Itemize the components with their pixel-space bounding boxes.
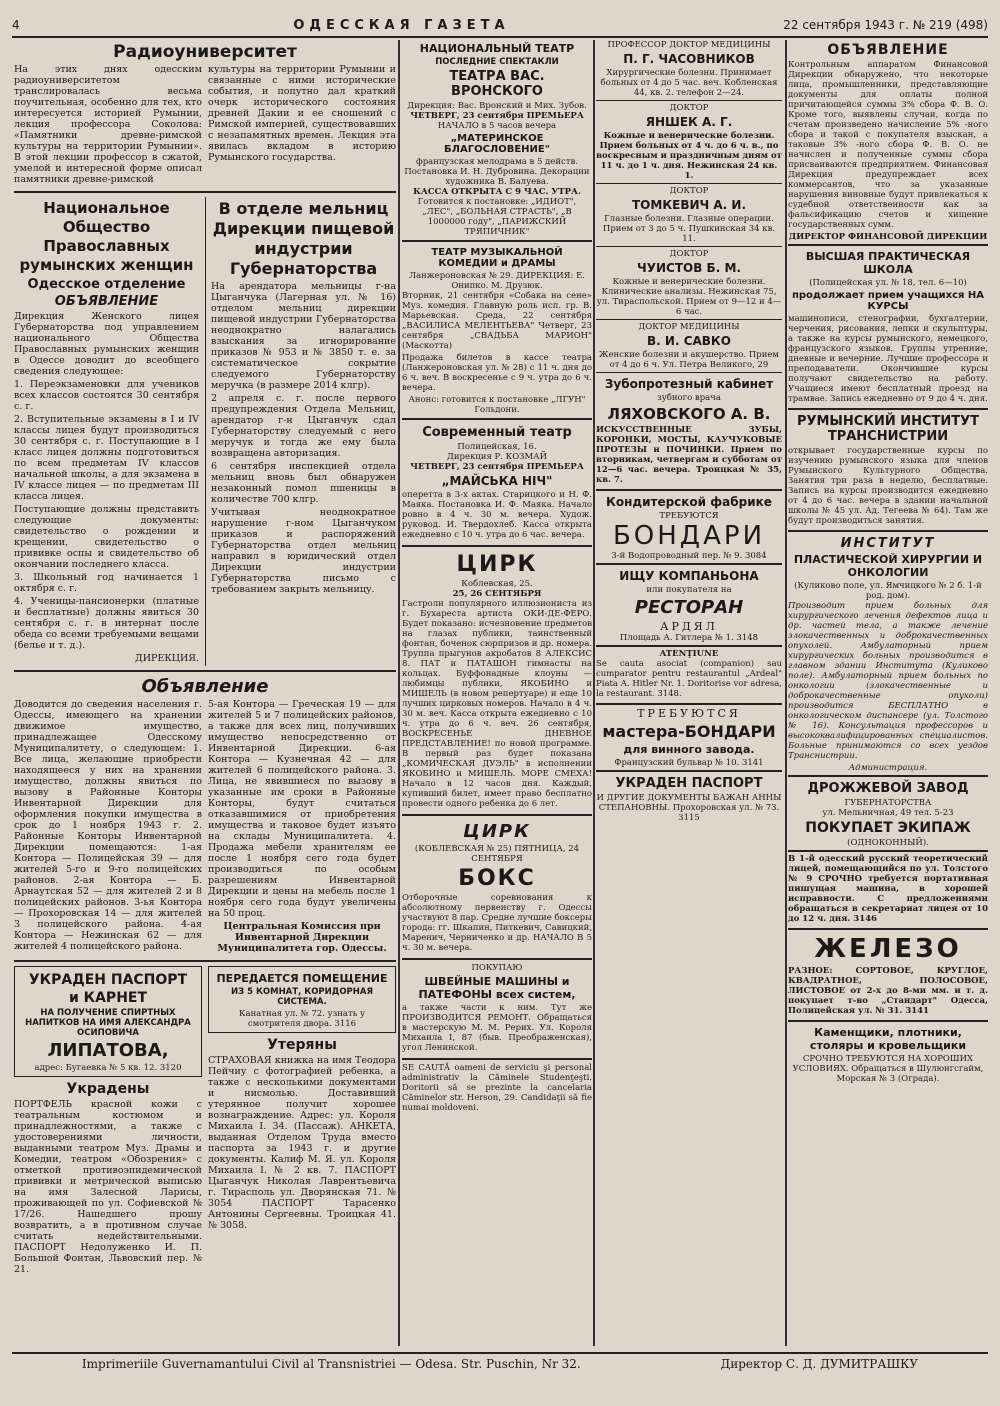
society-p1: Дирекция Женского лицея Губернаторства под управлением национального Общества Православных румынских женщин в Одессе доводит до всеобщего сведения следующее:	[14, 311, 199, 377]
fin-sign: ДИРЕКТОР ФИНАНСОВОЙ ДИРЕКЦИИ	[788, 232, 988, 242]
sov-dir: Дирекция Р. КОЗМАЙ	[446, 452, 548, 462]
radio-article	[14, 64, 396, 187]
comp-title: ИЩУ КОМПАНЬОНА	[619, 569, 759, 583]
column-1	[14, 40, 396, 1277]
dr1-name: П. Г. ЧАСОВНИКОВ	[623, 52, 755, 66]
stolen-line2: и КАРНЕТ	[68, 990, 148, 1006]
dr3-title: ДОКТОР	[669, 186, 709, 196]
box-text: Отборочные соревнования к абсолютному первенству г. Одессы участвуют 8 пар. Средне лучшие боксеры города: гг. Шкапин, Питкевич, Савицкий, Маренич, Черниченко и др. НАЧАЛО В 5 ч. 30 м. вечера.	[402, 893, 592, 953]
school-sub: продолжает прием учащихся НА КУРСЫ	[791, 290, 985, 312]
rom-text: открывает государственные курсы по изучению румынского языка для членов Румынского Культурного Общества. Занятия три раза в неделю, бесплатные. Запись на курсы производится ежедневно от 4 до 6 час. вечера в здании начальной школы № 45 ул. Ад. Тегеева № 64). Там же будут производиться занятия.	[788, 446, 988, 526]
stolen-line3: НА ПОЛУЧЕНИЕ СПИРТНЫХ НАПИТКОВ НА ИМЯ АЛЕКСАНДРА ОСИПОВИЧА	[25, 1008, 191, 1038]
uteryany-title: Утеряны	[267, 1037, 337, 1053]
sov-title: Современный театр	[422, 425, 572, 440]
stolen-line4: ЛИПАТОВА,	[47, 1040, 169, 1061]
plast-text: Производит прием больных для хирургического лечения дефектов лица и др. частей тела, а также лечение злокачественных и доброкачественных опухолей. Амбулаторный прием хирургических больных производится в главном здании Института (Куликово поле). Амбулаторный прием больных по онкологии (злокачественные и доброкачественные опухоли) производится БЕСПЛАТНО в онкологическом диспансере (ул. Толстого № 16). Консультация профессоров и высококвалифицированных специалистов. Больные принимаются со всех уездов Транснистрии.	[788, 601, 988, 761]
room-addr: Канатная ул. № 72. узнать у смотрителя двора. 3116	[238, 1009, 366, 1029]
iron-title: ЖЕЛЕЗО	[814, 934, 962, 964]
doctor-ad-4	[596, 247, 782, 320]
nat-title: НАЦИОНАЛЬНЫЙ ТЕАТР	[419, 42, 575, 55]
room-text: ИЗ 5 КОМНАТ, КОРИДОРНАЯ СИСТЕМА.	[230, 987, 374, 1007]
mill-p2: 2 апреля с. г. после первого предупреждения Отдела Мельниц, арендатор г-н Цыганчук сдал Губернаторству следуемый с него меручук и тогда же ему была возвращена авторизация.	[211, 393, 396, 459]
fin-title: ОБЪЯВЛЕНИЕ	[827, 42, 949, 58]
column-rule	[785, 40, 787, 1346]
req-title: ТРЕБУЮТСЯ	[637, 707, 741, 720]
announcement-sign: Центральная Комиссия при Инвентарной Дирекции Муниципалитета гор. Одессы.	[217, 921, 387, 954]
muz-prog: Вторник, 21 сентября «Собака на сене» Муз. комедия. Главную роль исп. гр. В. Марьевская. Среда, 22 сентября „ВАСИЛИСА МЕЛЕНТЬЕВА" Четверг, 23 сентября „СВАДЬБА МАРИОН" (Маскотта)	[402, 291, 592, 351]
nat-name: ТЕАТРА ВАС. ВРОНСКОГО	[449, 69, 545, 99]
sov-date: ЧЕТВЕРГ, 23 сентября ПРЕМЬЕРА	[410, 462, 584, 472]
column-3	[596, 40, 782, 825]
imprint-footer	[12, 1352, 988, 1371]
issue-date: 22 сентября 1943 г. № 219 (498)	[783, 18, 988, 32]
dr3-name: ТОМКЕВИЧ А. И.	[631, 198, 747, 212]
plast-name: ПЛАСТИЧЕСКОЙ ХИРУРГИИ И ОНКОЛОГИИ	[793, 553, 983, 579]
society-p2: 1. Переэкзаменовки для учеников всех классов состоятся 30 сентября с. г.	[14, 379, 199, 412]
circus-box-ad	[402, 816, 592, 960]
plast-sign: Администрация.	[848, 763, 928, 773]
society-sub2: ОБЪЯВЛЕНИЕ	[54, 294, 159, 309]
cond-title: Кондитерской фабрике	[606, 495, 772, 509]
circ-addr: Коблевская, 25.	[461, 579, 533, 589]
sew-title: ПОКУПАЮ	[471, 963, 523, 973]
kradeny-title: Украдены	[66, 1081, 150, 1097]
school-addr: (Полицейская ул. № 18, тел. 6—10)	[809, 278, 967, 288]
muz-box: Продажа билетов в кассе театра (Ланжероновская ул. № 28) с 11 ч. дня до 6 ч. веч. В воскресенье с 9 ч. утра до 6 ч. вечера.	[402, 353, 592, 393]
yeast-note: (ОДНОКОННЫЙ).	[847, 838, 929, 848]
circus-ad	[402, 547, 592, 816]
stolen-line5: адрес: Бугаевка № 5 кв. 12. 3120	[34, 1063, 182, 1073]
stolen-passport-ad	[14, 966, 202, 1077]
modern-theatre-ad	[402, 420, 592, 547]
muz-addr: Ланжероновская № 29. ДИРЕКЦИЯ: Е. Онипко. М. Друзюк.	[409, 271, 585, 291]
sov-play: „МАЙСЬКА НIЧ"	[441, 474, 553, 488]
yeast-big: ПОКУПАЕТ ЭКИПАЖ	[805, 820, 971, 836]
pass-text: И ДРУГИЕ ДОКУМЕНТЫ БАЖАН АННЫ СТЕПАНОВНЫ. Прохоровская ул. № 73. 3115	[596, 793, 782, 823]
comp-big: РЕСТОРАН	[634, 597, 744, 618]
dr1-title: ПРОФЕССОР ДОКТОР МЕДИЦИНЫ	[607, 40, 771, 50]
circ2-title: ЦИРК	[463, 821, 531, 842]
dr5-title: ДОКТОР МЕДИЦИНЫ	[638, 322, 740, 332]
radio-text-left: На этих днях одесским радиоуниверситетом транслировалась весьма поучительная, особенно для тех, кто интересуется историей Румынии, лекция профессора Соколова: «Памятники древне-римской культуры на территории Румынии». В этой лекции профессор в сжатой, умелой и интересной форме описал памятники древне-римской	[14, 64, 202, 185]
yeast-title: ДРОЖЖЕВОЙ ЗАВОД	[807, 781, 969, 796]
society-p3: 2. Вступительные экзамены в I и IV классы лицея будут производиться 30 сентября с. г. Поступающие в I класс лицея должны подготовиться по всем предметам IV классов начальной школы, а для экзамена в IV классе лицея — по предметам III класса лицея.	[14, 414, 199, 502]
column-rule	[593, 40, 595, 1346]
doctor-ad-3	[596, 184, 782, 247]
society-sign: ДИРЕКЦИЯ.	[135, 653, 199, 664]
dr3-text: Глазные болезни. Глазные операции. Прием от 3 до 5 ч. Пушкинская 34 кв. 11.	[602, 214, 776, 244]
column-2	[402, 40, 592, 1115]
society-title: Национальное Общество Православных румынских женщин	[19, 199, 194, 274]
pass-title: УКРАДЕН ПАСПОРТ	[615, 776, 763, 791]
society-p6: 4. Ученицы-пансионерки (платные и бесплатные) должны явиться 30 сентября с. г. в интернат после обеда со всеми требуемыми вещами (белье и т. д.).	[14, 596, 199, 651]
dr5-name: В. И. САВКО	[647, 334, 731, 348]
divider	[14, 670, 396, 672]
divider	[14, 191, 396, 193]
box-title: БОКС	[458, 866, 536, 891]
cond-sub: ТРЕБУЮТСЯ	[659, 511, 719, 521]
radio-title: Радиоуниверситет	[113, 42, 297, 62]
req-sub: для винного завода.	[623, 743, 755, 756]
comp-name: АРДЯЛ	[660, 620, 718, 633]
iron-ad	[788, 930, 988, 1022]
confectionery-ad	[596, 491, 782, 565]
nat-date: ЧЕТВЕРГ, 23 сентября ПРЕМЬЕРА	[410, 111, 584, 121]
dr2-name: ЯНШЕК А. Г.	[645, 115, 733, 129]
sov-desc: оперетта в 3-х актах. Старицкого и Н. Ф. Маяка. Постановка И. Ф. Маяка. Начало ровно в 4 ч. 30 м. вечера. Худож. руковод. И. Твердохлеб. Касса открыта ежедневно с 10 ч. утра до 6 час. вечера.	[402, 490, 592, 540]
coopers-ad	[596, 705, 782, 772]
romanian-institute-ad	[788, 410, 988, 532]
rom-title: РУМЫНСКИЙ ИНСТИТУТ ТРАНСНИСТРИИ	[796, 414, 980, 444]
column-4	[788, 40, 988, 1086]
society-p5: 3. Школьный год начинается 1 октября с. г.	[14, 572, 199, 594]
cond-big: БОНДАРИ	[612, 521, 766, 551]
announcement	[14, 699, 396, 956]
dent-title: Зубопротезный кабинет	[604, 377, 774, 391]
comp-sub: или покупателя на	[646, 585, 732, 595]
atentiune-ad	[596, 647, 782, 705]
dr2-title: ДОКТОР	[669, 103, 709, 113]
lyceum-ad	[788, 852, 988, 930]
divider	[14, 960, 396, 962]
masthead	[12, 14, 988, 38]
imprint-right: Директор С. Д. ДУМИТРАШКУ	[720, 1357, 919, 1371]
aten-text: Se cauta asociat (companion) sau cumparator pentru restaurantul „Ardeal" Piata A. Hitler Nr. 1. Doritorise vor adresa, la restaurant. 3148.	[596, 659, 782, 699]
nat-desc: французская мелодрама в 5 действ. Постановка И. Н. Дубровина. Декорации художника В. Балуева.	[404, 157, 590, 187]
workers-ad	[788, 1022, 988, 1086]
circ-dates: 25, 26 СЕНТЯБРЯ	[452, 589, 542, 599]
mill-p1: На арендатора мельницы г-на Цыганчука (Лагерная ул. № 16) отделом мельниц дирекции пищевой индустрии Губернаторства неоднократно налагались взыскания за игнорирование приказов № 953 и № 3850 т. е. за систематическое сокрытие следуемого Губернаторству меручка (в размере 2014 клгр).	[211, 281, 396, 391]
nat-start: НАЧАЛО в 5 часов вечера	[437, 121, 557, 131]
plast-title: ИНСТИТУТ	[840, 536, 936, 551]
dr2-text: Кожные и венерические болезни. Прием больных от 4 ч. до 6 ч. в., по воскресным и праздничным дням от 11 ч. до 1 ч. дня. Нежинская 24 кв. 1.	[596, 131, 782, 181]
doctor-ad-1	[596, 40, 782, 101]
nat-play: „МАТЕРИНСКОЕ БЛАГОСЛОВЕНИЕ"	[444, 133, 550, 155]
column-rule	[398, 40, 400, 1346]
school-ad	[788, 246, 988, 410]
sewing-ad	[402, 960, 592, 1060]
dr1-text: Хирургические болезни. Принимает больных от 4 до 5 час. веч. Кобленская 44, кв. 2. телефон 2—24.	[600, 68, 778, 98]
muz-next: Анонс: готовится к постановке „ЛГУН" Гольдони.	[408, 395, 586, 415]
page-number: 4	[12, 18, 20, 32]
newspaper-title: ОДЕССКАЯ ГАЗЕТА	[293, 17, 510, 33]
nat-box: КАССА ОТКРЫТА С 9 ЧАС. УТРА.	[413, 187, 581, 197]
society-p4: Поступающие должны представить следующие документы: свидетельство о рождении и крещении, свидетельство о прививке оспы и свидетельство об окончании последнего класса.	[14, 504, 199, 570]
muz-title: ТЕАТР МУЗЫКАЛЬНОЙ КОМЕДИИ и ДРАМЫ	[431, 247, 563, 269]
caut-text: SE CAUTĂ oameni de serviciu şi personal administrativ la Căminele Studenţeşti. Doritorii să se prezinte la cancelaria Căminelor str. Herson, 29. Candidaţii să fie numai moldoveni.	[402, 1063, 592, 1113]
plast-addr: (Куликово поле, ул. Ямчицкого № 2 б. 1-й род. дом).	[794, 581, 982, 601]
circ-title: ЦИРК	[456, 552, 538, 577]
dentist-ad	[596, 373, 782, 491]
finance-ad	[788, 42, 988, 246]
lyc-text: В 1-й одесский русский теоретический лицей, помещающийся по ул. Толстого № 9 СРОЧНО требуется портативная пишущая машина, в хорошей исправности. С предложениями обращаться в секретариат лицея от 10 до 12 ч. дня. 3146	[788, 854, 988, 924]
iron-text: РАЗНОЕ: СОРТОВОЕ, КРУГЛОЕ, КВАДРАТНОЕ, ПОЛОСОВОЕ, ЛИСТОВОЕ от 2-х до 8-ми мм. и т. д. покупает т-во „Стандарт" Одесса, Полицейская ул. № 31. 3141	[788, 966, 988, 1016]
national-theatre-ad	[402, 42, 592, 242]
kradeny-text: ПОРТФЕЛЬ красной кожи с театральным костюмом и принадлежностями, а также с удостоверениями личности, выданными театром Муз. Драмы и Комедии, театром «Обозрения» с отметкой противоэпидемической прививки и метрической выписью на имя Залесной Ларисы, проживающей по ул. Софиевской № 17/26. Нашедшего прошу возвратить, а в противном случае считать недействительными. ПАСПОРТ Недолуженко И. П. Большой Фонтан, Львовский пер. № 21.	[14, 1099, 202, 1275]
comp-addr: Площадь А. Гитлера № 1. 3148	[619, 633, 759, 643]
plastic-surgery-ad	[788, 532, 988, 777]
mill-p3: 6 сентября инспекцией отдела мельниц вновь был обнаружен незаконный помол пшеницы в количестве 700 клгр.	[211, 461, 396, 505]
cond-addr: 3-й Водопроводный пер. № 9. 3084	[611, 551, 767, 561]
yeast-sub: ГУБЕРНАТОРСТВА	[844, 798, 932, 808]
society-sub: Одесское отделение	[27, 277, 186, 292]
doctor-ad-2	[596, 101, 782, 184]
society-article	[14, 197, 199, 666]
req-addr: Французский бульвар № 10. 3141	[614, 758, 764, 768]
room-ad	[208, 966, 396, 1033]
announcement-title: Объявление	[141, 676, 269, 697]
fin-text: Контрольным аппаратом Финансовой Дирекции обнаружено, что некоторые лица, промышленники, представляющие документы для оплаты полной причитающейся суммы 3% сбора Ф. В. О. Кроме того, выявлены случаи, когда по счетам произведено начисление 5% -ного сбора и такой с покупателя взыскан, а таковые 3% -ного сбора Ф. В. О. не начислен и полученные суммы сбора присваиваются предприятием. Финансовая Дирекция предупреждает всех коммерсантов, что за указанные нарушения виновные будут привлекаться к судебной ответственности как за фальсификацию счетов и хищение государственных сумм.	[788, 60, 988, 230]
sew-text: а также части к ним. Тут же ПРОИЗВОДИТСЯ РЕМОНТ. Обращаться в мастерскую М. М. Рерих. Ул. Короля Михаила I, 87 (быв. Преображенская), угол Ленинской.	[402, 1003, 592, 1053]
yeast-addr: ул. Мельничная, 49 тел. 5-23	[822, 808, 954, 818]
musical-theatre-ad	[402, 242, 592, 420]
school-title: ВЫСШАЯ ПРАКТИЧЕСКАЯ ШКОЛА	[805, 250, 971, 276]
stolen-passport-ad-2	[596, 772, 782, 825]
room-title: ПЕРЕДАЕТСЯ ПОМЕЩЕНИЕ	[216, 972, 388, 985]
nat-dir: Дирекция: Вас. Вронский и Мих. Зубов.	[407, 101, 587, 111]
dent-name: ЛЯХОВСКОГО А. В.	[607, 405, 771, 423]
announcement-left: Доводится до сведения населения г. Одессы, имеющего на хранении движимое имущество, принадлежащее Одесскому Муниципалитету, о следующем: 1. Все лица, желающие приобрести находящееся у них на хранении имущество, должны явиться по вызову в Районные Конторы Инвентарной Дирекции для оформления покупки имущества в срок до 1 ноября 1943 г. 2. Районные Конторы Инвентарной Дирекции помещаются: 1-ая Контора — Полицейская 39 — для жителей 5-го и 9-го полицейских районов. 2-ая Контора — Б. Арнаутская 52 — для жителей 2 и 8 полицейских районов. 3-ья Контора — Прохоровская 14 — для жителей 3 полицейского района. 4-ая Контора — Нежинская 62 — для жителей 4 полицейского района.	[14, 699, 202, 952]
stolen-line1: УКРАДЕН ПАСПОРТ	[28, 972, 188, 988]
dr4-name: ЧУИСТОВ Б. М.	[637, 261, 741, 275]
req-big: мастера-БОНДАРИ	[602, 722, 776, 741]
work-text: СРОЧНО ТРЕБУЮТСЯ НА ХОРОШИХ УСЛОВИЯХ. Обращаться в Шулюнгсгайм, Морская № 3 (Ограда).	[792, 1054, 984, 1084]
circ2-addr: (КОБЛЕВСКАЯ № 25) ПЯТНИЦА, 24 СЕНТЯБРЯ	[414, 844, 580, 864]
dent-text: ИСКУССТВЕННЫЕ ЗУБЫ, КОРОНКИ, МОСТЫ, КАУЧУКОВЫЕ ПРОТЕЗЫ и ПОЧИНКИ. Прием по вторникам, четвергам и субботам от 12—6 час. вечера. Троицкая № 35, кв. 7.	[596, 425, 782, 485]
aten-title: ATENŢIUNE	[659, 649, 719, 659]
dr4-title: ДОКТОР	[669, 249, 709, 259]
nat-next: Готовится к постановке: „ИДИОТ", „ЛЕС", „БОЛЬНАЯ СТРАСТЬ", „В 1000000 году", „ПАРИЖСКИЙ ТРЯПИЧНИК"	[417, 197, 577, 237]
sew-name: ШВЕЙНЫЕ МАШИНЫ и ПАТЕФОНЫ всех систем,	[418, 975, 576, 1001]
uteryany-text: СТРАХОВАЯ книжка на имя Теодора Пейчиу с фотографией ребенка, а также с несколькими документами и нисмолью. Доставивший утерянное получит хорошее вознаграждение. Адрес: ул. Короля Михаила I. 34. (Пассаж). АНКЕТА, выданная Отделом Труда вместо паспорта за 1943 г. и другие документы. Калиф М. Я. ул. Короля Михаила I. № 2 кв. 7. ПАСПОРТ Цыганчук Николая Лаврентьевича г. Тирасполь ул. Дворянская 71. № 3054 ПАСПОРТ Тарасенко Антонины Сергеевны. Троицкая 41. № 3058.	[208, 1055, 396, 1231]
mill-title: В отделе мельниц Дирекции пищевой индустрии Губернаторства	[212, 199, 395, 278]
dr4-text: Кожные и венерические болезни. Клинические анализы. Нежинская 75, ул. Тираспольской. Прием от 9—12 и 4—6 час.	[596, 277, 782, 317]
nat-sub: ПОСЛЕДНИЕ СПЕКТАКЛИ	[435, 57, 559, 67]
imprint-left: Imprimeriile Guvernamantului Civil al Transnistriei — Odesa. Str. Puschin, Nr 32.	[81, 1357, 581, 1371]
dr5-text: Женские болезни и акушерство. Прием от 4 до 6 ч. Ул. Петра Великого, 29	[598, 350, 780, 370]
radio-text-right: культуры на территории Румынии и связанные с ними исторические события, и попутно дал краткий очерк исторического состояния древней Дакии и ее сношений с Римской империей, существовавших с незапамятных времен. Лекция эта явилась вкладом в историю Румынского государства.	[208, 64, 396, 163]
mill-article	[205, 197, 396, 666]
school-text: машинописи, стенографии, бухгалтерии, черчения, рисования, лепки и скульптуры, а также на курсы румынского, немецкого, французского языков. Группы утренние, дневные и вечерние. Лучшие профессора и преподаватели. Окончившие курсы получают свидетельство на работу. Учащиеся имеют бесплатный проезд на трамвае. Запись ежедневно от 9 до 4 ч. дня.	[788, 314, 988, 404]
dent-sub: зубного врача	[657, 393, 721, 403]
yeast-factory-ad	[788, 777, 988, 852]
circ-text: Гастроли популярного иллюзиониста из г. Бухареста артиста ОКИ-ДЕ-ФЕРО. Будет показано: исчезновение предметов на глазах публики, таинственный фонтан, боченок сюрпризов и др. номера. Труппа прыгунов акробатов 8 АЛЕКСИС 8. ПАТ и ПАТАШОН гимнасты на кольцах. Буффонадные клоуны — любимцы публики, ЯКОБИНО и МИШЕЛЬ (в новом репертуаре) и еще 10 лучших цирковых номеров. Начало в 4 ч. 30 м. веч. Касса открыта ежедневно с 10 ч. утра до 6 ч. веч. 26 сентября, ВОСКРЕСЕНЬЕ ДНЕВНОЕ ПРЕДСТАВЛЕНИЕ! по новой программе. В первый раз будет показана „КОМИЧЕСКАЯ ДУЭЛЬ" в исполнении ЯКОБИНО и МИШЕЛЬ. МОРЕ СМЕХА! Начало в 12 часов дня. Каждый, купивший билет, имеет право бесплатно провести одного ребенка до 6 лет.	[402, 599, 592, 809]
announcement-right: 5-ая Контора — Греческая 19 — для жителей 5 и 7 полицейских районов, а также для всех лиц, получивших имущество непосредственно от Инвентарной Дирекции. 6-ая Контора — Кузнечная 42 — для жителей 6 полицейского района. 3. Лица, не явившиеся по вызову в указанные им сроки в Районные Конторы, будут считаться отказавшимися от приобретения имущества и таковое будет изъято на склады Муниципалитета. 4. Продажа мебели хранителям ее после 1 ноября сего года будет производиться по особым разрешениям Инвентарной Дирекции и цены на мебель после 1 ноября сего года будут увеличены на 50 проц.	[208, 699, 396, 919]
doctor-ad-5	[596, 320, 782, 373]
companion-ad	[596, 565, 782, 647]
sov-addr: Полицейская, 16.	[457, 442, 537, 452]
mill-p4: Учитывая неоднократное нарушение г-ном Цыганчуком приказов и распоряжений Губернаторства отдел мельниц направил в юридический отдел Дирекции индустрии Губернаторства письмо с требованием закрыть мельницу.	[211, 507, 396, 595]
work-title: Каменщики, плотники, столяры и кровельщики	[809, 1026, 967, 1052]
